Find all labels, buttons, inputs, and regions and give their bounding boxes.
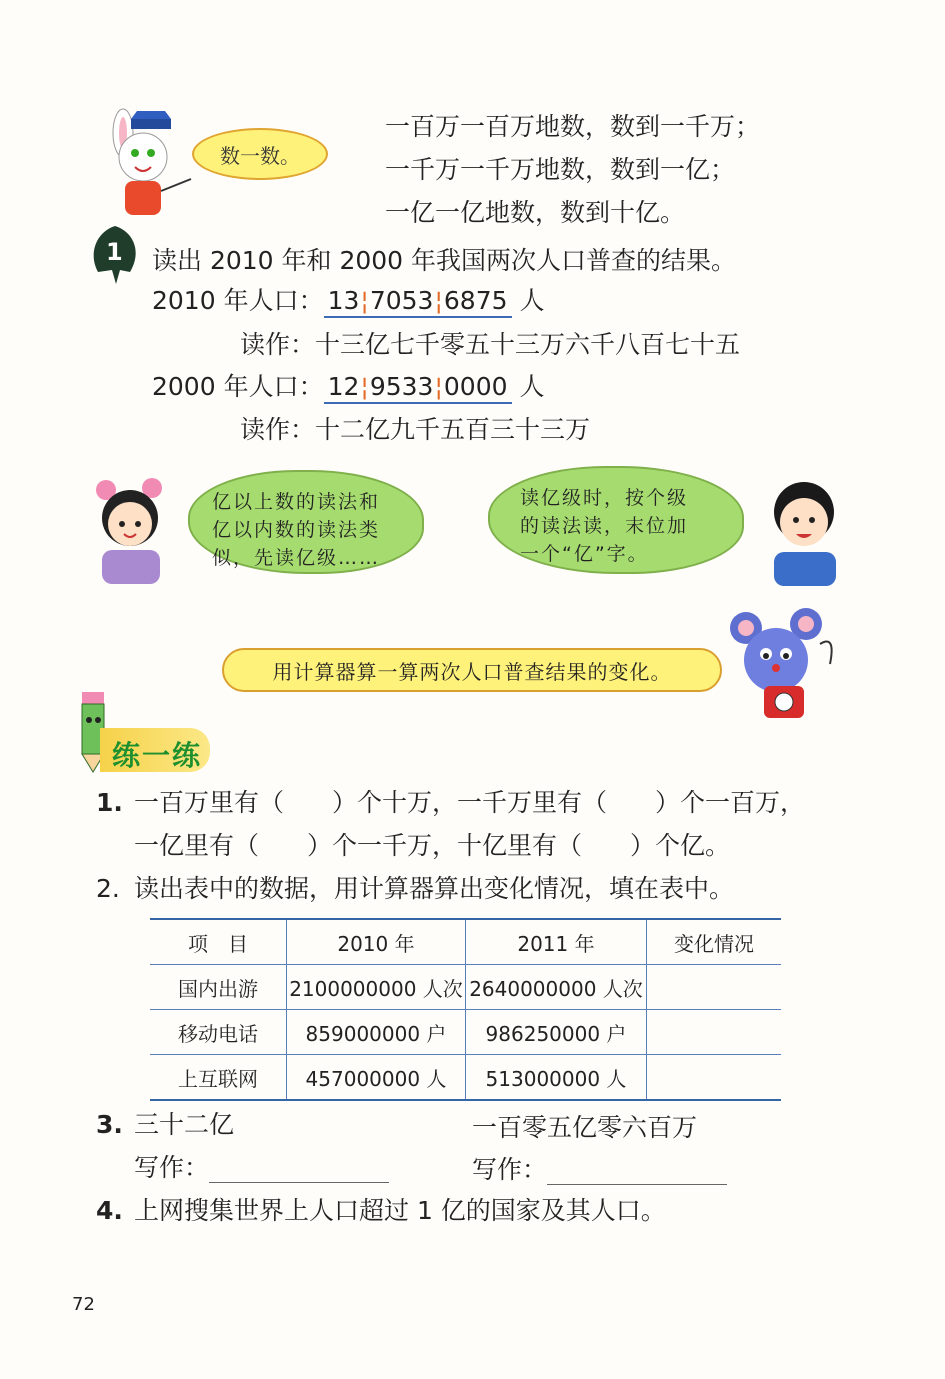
number-part: 0000 [443,372,508,401]
population-2000-label: 2000 年人口： [152,372,324,401]
count-line-3: 一亿一亿地数，数到十亿。 [385,198,686,227]
question-1-line-2 [134,831,730,861]
digit-separator: ¦ [360,286,369,315]
number-part: 9533 [369,372,434,401]
question-1-number: 1. [96,788,123,817]
boy-illustration [762,472,852,586]
girl-speech-line: 亿以上数的读法和 [212,491,381,513]
page-number: 72 [72,1294,95,1315]
question-3-right-number: 一百零五亿零六百万 [472,1113,698,1142]
table-cell: 国内出游 [150,965,287,1010]
write-label: 写作： [134,1153,210,1182]
question-3-left-number: 三十二亿 [134,1110,235,1139]
boy-speech-line: 一个“亿”字。 [520,543,649,565]
question-1-text: ）个亿。 [630,831,731,860]
population-2010-row [152,286,544,318]
digit-separator: ¦ [434,372,443,401]
population-2010-unit: 人 [519,286,545,315]
girl-speech-line: 亿以内数的读法类 [212,519,381,541]
question-4-text: 上网搜集世界上人口超过 1 亿的国家及其人口。 [134,1196,666,1225]
boy-speech-bubble [488,466,744,574]
read-2010-row [240,330,740,360]
population-2000-row [152,372,544,404]
question-3-number: 3. [96,1110,123,1139]
question-1-text: 一百万里有（ [134,788,285,817]
table-cell: 上互联网 [150,1055,287,1101]
question-3-left-write [134,1153,389,1183]
table-header-row [150,919,781,965]
read-2010-text: 十三亿七千零五十三万六千八百七十五 [315,330,741,359]
population-2010-label: 2010 年人口： [152,286,324,315]
question-3-right-write [472,1155,727,1185]
boy-speech-line: 的读法读，末位加 [520,515,689,537]
mouse-with-phone-illustration [724,604,840,722]
question-1-text: ）个一千万，十亿里有（ [307,831,583,860]
question-1-text: 一亿里有（ [134,831,260,860]
read-label: 读作： [240,330,316,359]
table-cell: 移动电话 [150,1010,287,1055]
table-cell: 859000000 户 [287,1010,466,1055]
table-header-cell: 2010 年 [287,919,466,965]
count-bubble-label: 数一数。 [220,143,300,168]
girl-speech-bubble [188,470,424,574]
rabbit-teacher-illustration [95,105,195,225]
question-1-text: ）个一百万， [655,788,806,817]
write-answer-line[interactable] [209,1160,389,1183]
count-line-1: 一百万一百万地数，数到一千万； [385,112,761,141]
number-part: 12 [327,372,360,401]
write-answer-line[interactable] [547,1162,727,1185]
question-1-line-1 [134,788,805,818]
table-header-cell: 2011 年 [466,919,647,965]
read-2000-text: 十二亿九千五百三十三万 [315,415,591,444]
example-number: 1 [106,238,123,266]
population-2000-unit: 人 [519,372,545,401]
digit-separator: ¦ [434,286,443,315]
table-header-cell: 项 目 [150,919,287,965]
change-answer-cell[interactable] [647,1055,782,1101]
write-label: 写作： [472,1155,548,1184]
population-2000-number [324,372,512,404]
table-row [150,1055,781,1101]
girl-speech-line: 似，先读亿级…… [212,547,381,569]
count-bubble [192,128,328,180]
number-part: 7053 [369,286,434,315]
question-1-text: ）个十万，一千万里有（ [332,788,608,817]
read-2000-row [240,415,590,445]
data-table [150,918,781,1101]
mouse-speech-text: 用计算器算一算两次人口普查结果的变化。 [272,659,672,684]
question-2-text: 读出表中的数据，用计算器算出变化情况，填在表中。 [134,874,735,903]
practice-title: 练一练 [112,739,203,772]
number-part: 6875 [443,286,508,315]
table-cell: 513000000 人 [466,1055,647,1101]
table-cell: 2640000000 人次 [466,965,647,1010]
example-intro: 读出 2010 年和 2000 年我国两次人口普查的结果。 [152,246,737,275]
table-cell: 2100000000 人次 [287,965,466,1010]
question-2-number: 2. [96,874,120,903]
mouse-speech-bubble [222,648,722,692]
table-header-cell: 变化情况 [647,919,782,965]
table-cell: 457000000 人 [287,1055,466,1101]
count-line-2: 一千万一千万地数，数到一亿； [385,155,736,184]
change-answer-cell[interactable] [647,1010,782,1055]
table-row [150,965,781,1010]
population-2010-number [324,286,512,318]
question-4-number: 4. [96,1196,123,1225]
number-part: 13 [327,286,360,315]
table-cell: 986250000 户 [466,1010,647,1055]
digit-separator: ¦ [360,372,369,401]
change-answer-cell[interactable] [647,965,782,1010]
boy-speech-line: 读亿级时，按个级 [520,487,689,509]
girl-illustration [88,472,178,584]
table-row [150,1010,781,1055]
read-label: 读作： [240,415,316,444]
